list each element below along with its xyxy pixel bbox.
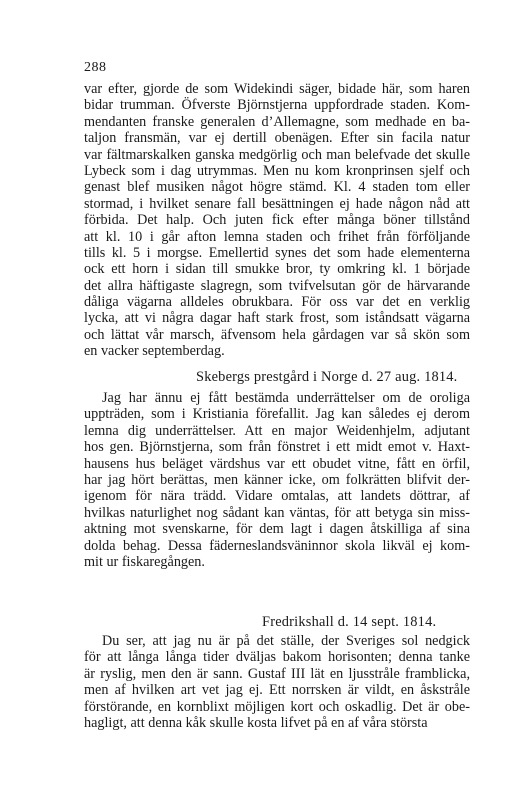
text-line: mendanten franske generalen d’Allemagne, som medhade en ba- bbox=[84, 113, 470, 130]
text-line: hos gen. Björnstjerna, som från fönstret i ett midt emot v. Haxt- bbox=[84, 439, 470, 456]
dateline-fredrikshall: Fredrikshall d. 14 sept. 1814. bbox=[262, 614, 437, 630]
text-line: hausens hus beläget värdshus var ett obudet vitne, fått en örfil, bbox=[84, 455, 470, 472]
text-line: förbida. Det halp. Och juten fick efter många böner tillstånd bbox=[84, 212, 470, 229]
paragraph-block-3 bbox=[84, 633, 470, 731]
text-line: Lybeck som i dag utrymmas. Men nu kom kronprinsen sjelf och bbox=[84, 162, 470, 179]
text-line: tills kl. 5 i morgse. Emellertid synes det som hade elementerna bbox=[84, 244, 470, 261]
text-line: det allra häftigaste slagregn, som tvifvelsutan gör de härvarande bbox=[84, 277, 470, 294]
text-line: för att långa långa tider dväljas bakom horisonten; denna tanke bbox=[84, 649, 470, 666]
text-line: lemna dig underrättelser. Att en major Weidenhjelm, adjutant bbox=[84, 422, 470, 439]
text-line: och lättat vår marsch, äfvensom hela gårdagen var så skön som bbox=[84, 326, 470, 343]
text-line: mit ur fiskaregången. bbox=[84, 553, 205, 570]
text-line: dolda behag. Dessa fäderneslandsväninnor skola likväl ej kom- bbox=[84, 537, 470, 554]
text-line: lycka, att vi några dagar haft stark frost, som iståndsatt vägarna bbox=[84, 310, 470, 327]
text-line: förstörande, en kornblixt möjligen kort och oskadlig. Det är obe- bbox=[84, 698, 470, 715]
text-line: att kl. 10 i går afton lemna staden och frihet från förföljande bbox=[84, 228, 470, 245]
text-line: igenom för nära trädd. Vidare omtalas, att landets döttrar, af bbox=[84, 488, 470, 505]
text-line: stormad, i hvilket senare fall besättningen ej hade någon nåd att bbox=[84, 195, 470, 212]
text-line: men af hvilken art vet jag ej. Ett norrsken är vildt, en åskstråle bbox=[84, 682, 470, 699]
text-line: genast blef musiken något högre stämd. Kl. 4 staden tom eller bbox=[84, 179, 470, 196]
text-line: uppträden, som i Kristiania förefallit. Jag kan således ej derom bbox=[84, 406, 470, 423]
dateline-skeberg: Skebergs prestgård i Norge d. 27 aug. 1814. bbox=[196, 369, 458, 385]
text-line: Du ser, att jag nu är på det ställe, der Sveriges sol nedgick bbox=[102, 633, 470, 649]
text-line: hagligt, att denna kåk skulle kosta lifvet på en af våra största bbox=[84, 714, 428, 731]
text-line: var fältmarskalken ganska medgörlig och man belefvade det skulle bbox=[84, 146, 470, 163]
page-number: 288 bbox=[84, 60, 107, 75]
paragraph-block-2 bbox=[84, 390, 470, 570]
text-line: taljon fransmän, var ej dertill obenägen. Efter sin facila natur bbox=[84, 130, 470, 147]
text-line: är ryslig, men den är sann. Gustaf III lät en ljusstråle framblicka, bbox=[84, 665, 470, 682]
paragraph-block-1 bbox=[84, 81, 470, 360]
text-line: bidar trumman. Öfverste Björnstjerna uppfordrade staden. Kom- bbox=[84, 97, 470, 114]
text-line: en vacker septemberdag. bbox=[84, 343, 225, 360]
text-line: hvilkas naturlighet nog sådant kan väntas, för att betyga sin miss- bbox=[84, 504, 470, 521]
text-line: dåliga vägarna alldeles obrukbara. För oss var det en verklig bbox=[84, 294, 470, 311]
text-line: har jag hört berättas, men känner icke, om folkrätten blifvit der- bbox=[84, 471, 470, 488]
text-line: aktning mot svenskarne, för dem lagt i dagen åtskilliga af sina bbox=[84, 521, 470, 538]
text-line: ock ett horn i sidan till smukke bror, ty omkring kl. 1 började bbox=[84, 261, 470, 278]
text-line: Jag har ännu ej fått bestämda underrättelser om de oroliga bbox=[102, 390, 470, 406]
text-line: var efter, gjorde de som Widekindi säger, bidade här, som haren bbox=[84, 81, 470, 97]
